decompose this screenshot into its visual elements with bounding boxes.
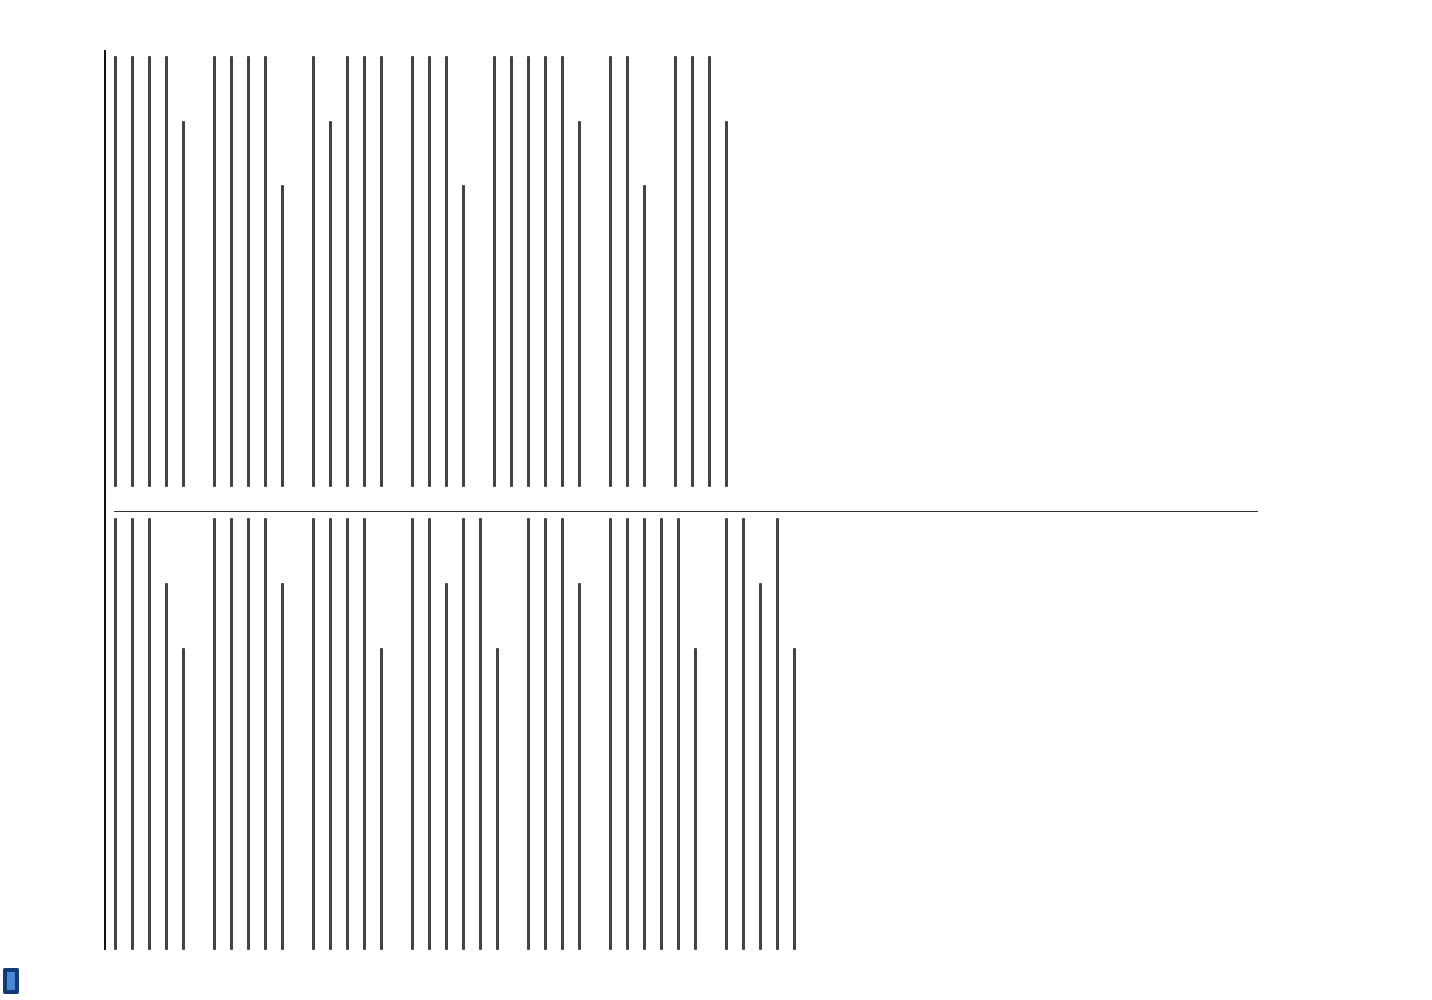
- dfg-logo-icon: [3, 968, 19, 994]
- text-columns: [114, 50, 1258, 950]
- page-header: [78, 50, 106, 950]
- page-content: [78, 50, 1258, 950]
- credit-text: [4, 0, 22, 1000]
- right-column: [114, 50, 1258, 488]
- left-column: [114, 512, 1258, 951]
- digitization-credit: [2, 0, 20, 1000]
